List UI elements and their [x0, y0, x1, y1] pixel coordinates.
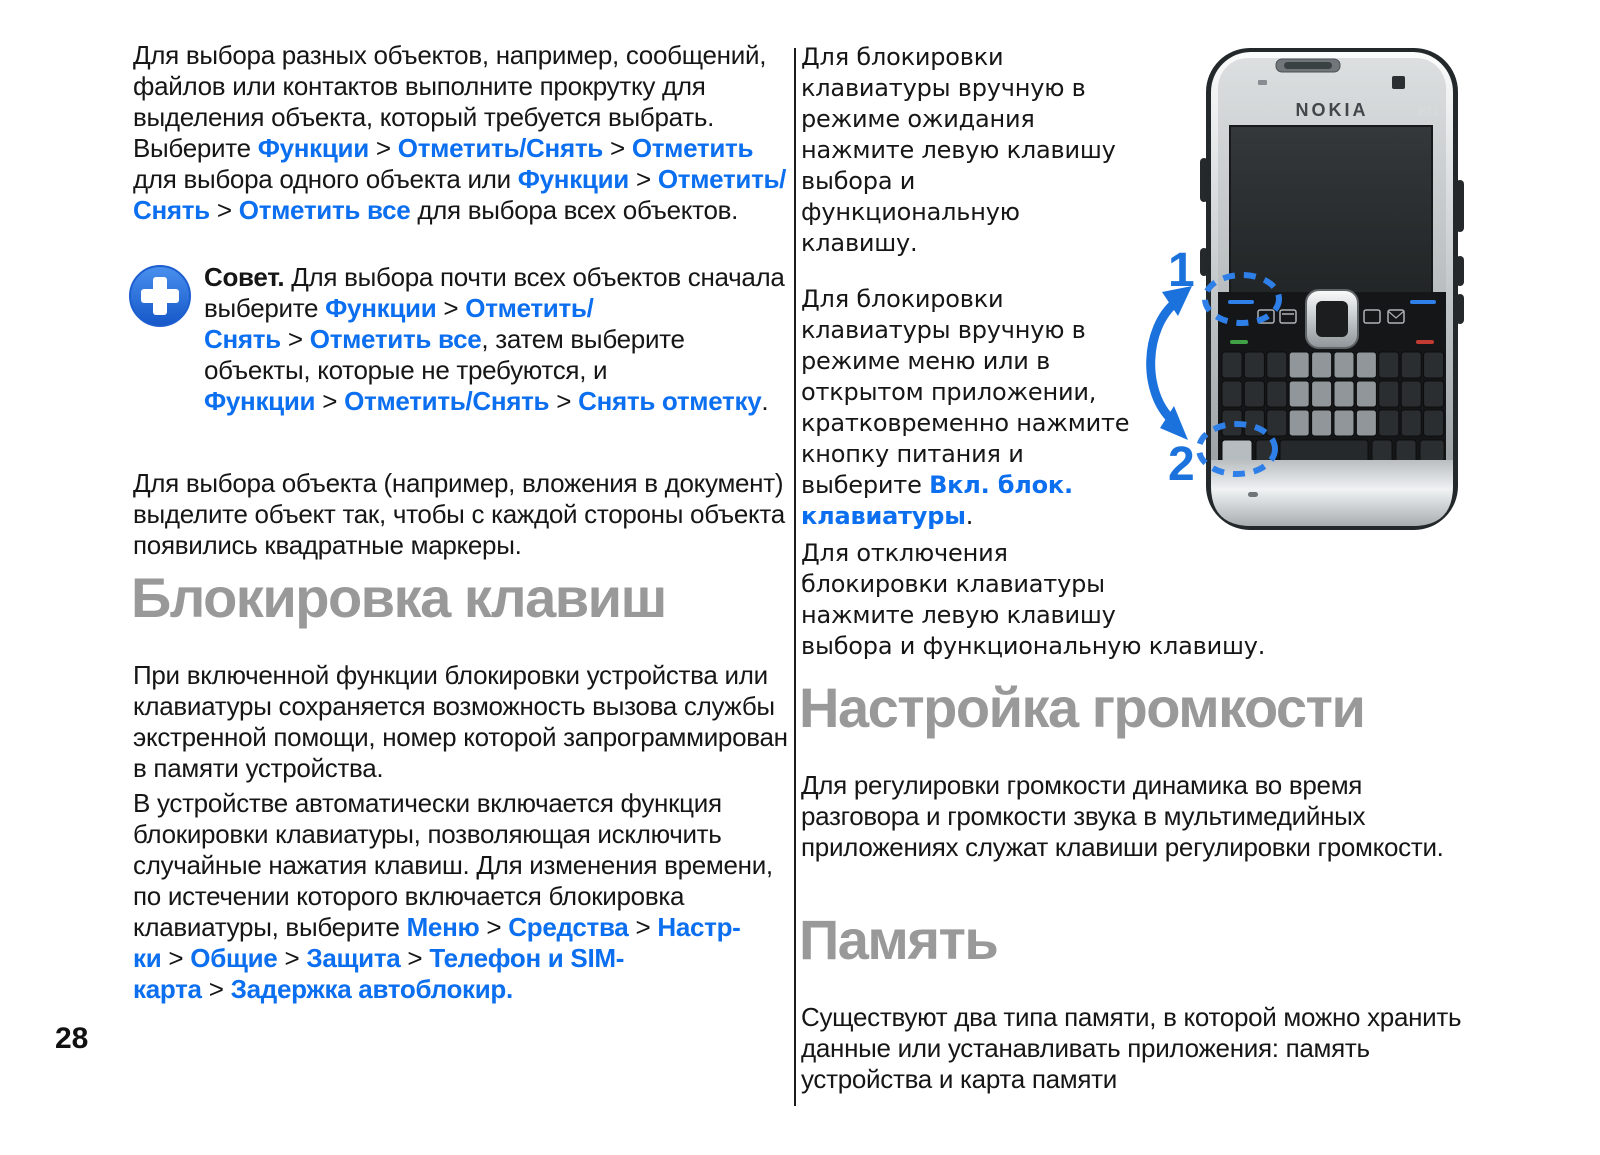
phone-screen	[1230, 126, 1432, 306]
memory-paragraph: Существуют два типа памяти, в которой можно хранить данные или устанавливать приложения: память устройства и карта памяти	[801, 1002, 1462, 1094]
menu-path-item: Отметить/Снять	[204, 293, 594, 354]
text-segment: >	[556, 386, 572, 416]
right-softkey-icon	[1410, 300, 1436, 304]
volume-heading: Настройка громкости	[799, 676, 1365, 739]
memory-heading: Память	[799, 908, 998, 971]
text-segment: >	[443, 293, 459, 323]
keylock-paragraph-1: При включенной функции блокировки устройства или клавиатуры сохраняется возможность вызова службы экстренной помощи, номер которой запрограммирован в памяти устройства.	[133, 660, 788, 783]
text-segment: >	[284, 943, 300, 973]
menu-path-item: Защита	[306, 943, 401, 973]
menu-path-item: Функции	[204, 386, 316, 416]
lock-menu-paragraph	[801, 284, 1143, 532]
text-segment: >	[375, 133, 391, 163]
menu-path-item: Функции	[517, 164, 629, 194]
end-key-icon	[1416, 340, 1434, 344]
markers-paragraph: Для выбора объекта (например, вложения в документ) выделите объект так, чтобы с каждой стороны объекта появились квадратные маркеры.	[133, 468, 785, 560]
menu-path-item: Отметить/Снять	[397, 133, 603, 163]
callout-arrow	[1151, 302, 1176, 420]
text-segment: >	[322, 386, 338, 416]
text-segment: >	[609, 133, 625, 163]
text-segment: .	[965, 502, 974, 530]
menu-path-item: Снять отметку	[578, 386, 762, 416]
call-key-icon	[1230, 340, 1248, 344]
unlock-paragraph: Для отключения блокировки клавиатуры нажмите левую клавишу выбора и функциональную клавишу.	[801, 538, 1451, 662]
menu-path-item: Настр-ки	[133, 912, 741, 973]
text-segment: для выбора всех объектов.	[410, 195, 739, 225]
menu-path-item: Телефон и SIM-карта	[133, 943, 625, 1004]
keylock-paragraph-2	[133, 788, 793, 1005]
menu-path-item: Отметить/Снять	[344, 386, 550, 416]
text-segment: >	[216, 195, 232, 225]
text-segment: .	[761, 386, 769, 416]
light-sensor	[1258, 80, 1267, 85]
callout-2-label: 2	[1168, 438, 1195, 491]
bottom-chrome	[1211, 460, 1453, 526]
menu-path-item: Вкл. блок. клавиатуры	[801, 471, 1073, 530]
model-label: E71	[1418, 106, 1438, 118]
text-segment: В устройстве автоматически включается функция блокировки клавиатуры, позволяющая исключить случайные нажатия клавиш. Для изменения времени, по истечении которого включается блокировка клавиатуры, выберите	[133, 788, 773, 942]
tip-paragraph	[204, 262, 786, 417]
menu-path-item: Меню	[406, 912, 480, 942]
menu-path-item: Функции	[325, 293, 437, 323]
column-divider	[794, 48, 796, 1106]
microphone-hole	[1248, 492, 1258, 497]
page-number: 28	[55, 1022, 89, 1055]
menu-path-item: Общие	[190, 943, 278, 973]
volume-paragraph: Для регулировки громкости динамика во время разговора и громкости звука в мультимедийных приложениях служат клавиши регулировки громкости.	[801, 770, 1444, 862]
text-segment: >	[635, 912, 651, 942]
text-segment: >	[208, 974, 224, 1004]
phone-illustration	[1130, 40, 1470, 540]
text-segment: >	[635, 164, 651, 194]
navi-key	[1306, 290, 1358, 348]
text-segment: Для выбора почти всех объектов сначала выберите	[204, 262, 785, 323]
keylock-heading: Блокировка клавиш	[131, 566, 666, 629]
lock-standby-paragraph: Для блокировки клавиатуры вручную в режиме ожидания нажмите левую клавишу выбора и функциональную клавишу.	[801, 43, 1116, 257]
menu-path-item: Отметить все	[238, 195, 411, 225]
camera-lens	[1392, 76, 1405, 89]
text-segment: для выбора одного объекта или	[133, 164, 518, 194]
earpiece-slot	[1284, 62, 1332, 69]
menu-path-item: Отметить/Снять	[133, 164, 787, 225]
nokia-logo: NOKIA	[1295, 100, 1369, 120]
select-objects-paragraph	[133, 40, 793, 226]
menu-path-item: Средства	[508, 912, 629, 942]
tip-plus-icon	[128, 264, 192, 333]
menu-path-item: Задержка автоблокир.	[230, 974, 513, 1004]
text-segment: Совет.	[204, 262, 285, 292]
text-segment: >	[486, 912, 502, 942]
menu-path-item: Отметить все	[309, 324, 482, 354]
tip-block	[128, 262, 790, 417]
phone-wrap-spacer	[1131, 538, 1451, 608]
text-segment: Для блокировки клавиатуры вручную в режиме меню или в открытом приложении, кратковременно нажмите кнопку питания и выберите	[801, 285, 1130, 499]
left-softkey-icon	[1228, 300, 1254, 304]
menu-path-item: Функции	[257, 133, 369, 163]
text-segment: >	[287, 324, 303, 354]
text-segment: >	[407, 943, 423, 973]
text-segment: , затем выберите объекты, которые не требуются, и	[204, 324, 685, 385]
text-segment: >	[168, 943, 184, 973]
menu-path-item: Отметить	[631, 133, 754, 163]
callout-1-label: 1	[1168, 244, 1195, 297]
text-segment: Для выбора разных объектов, например, сообщений, файлов или контактов выполните прокрутку для выделения объекта, который требуется выбрать. Выберите	[133, 40, 767, 163]
